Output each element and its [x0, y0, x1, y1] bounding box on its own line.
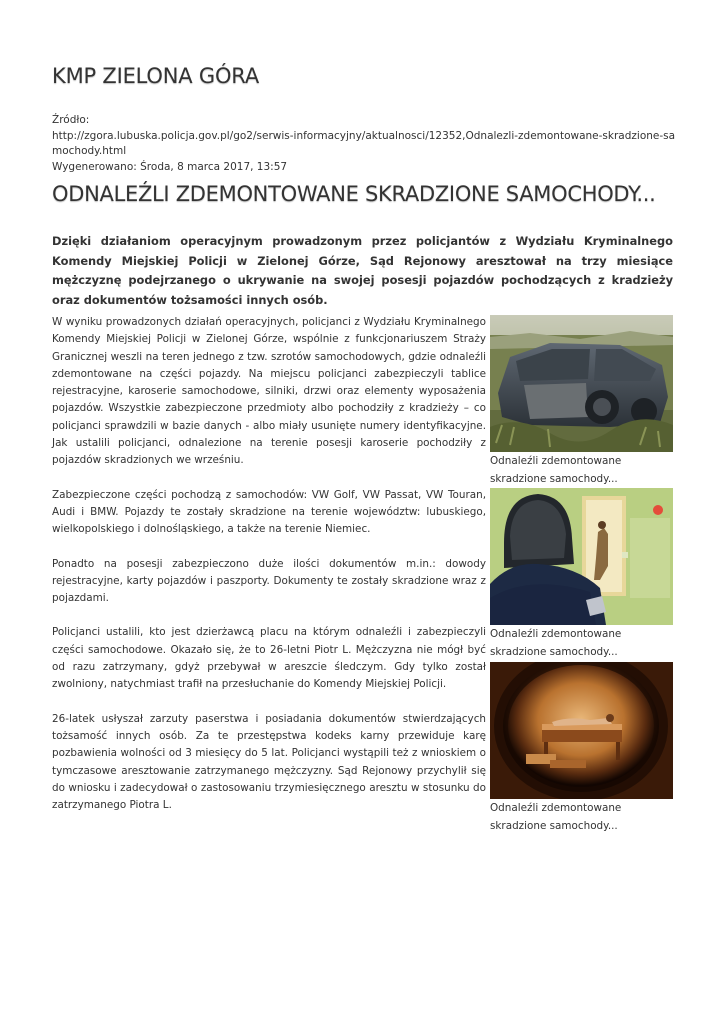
article-paragraph: Zabezpieczone części pochodzą z samochodów: VW Golf, VW Passat, VW Touran, Audi i BMW. Pojazdy te zostały skradzione na terenie województw: lubuskiego, wielkopolskiego i dolnośląskiego, a także na terenie Niemiec. — [52, 488, 486, 536]
figure-1 — [490, 315, 673, 488]
photo-police-officer[interactable] — [490, 488, 673, 625]
generated-date: Wygenerowano: Środa, 8 marca 2017, 13:57 — [52, 160, 288, 173]
figure-caption: Odnaleźli zdemontowane skradzione samochody... — [490, 628, 622, 658]
source-url[interactable]: http://zgora.lubuska.policja.gov.pl/go2/serwis-informacyjny/aktualnosci/12352,Odnalezli-zdemontowane-skradzione-samochody.html — [52, 129, 676, 157]
photo-peephole-view[interactable] — [490, 662, 673, 799]
article-lead: Dzięki działaniom operacyjnym prowadzonym przez policjantów z Wydziału Kryminalnego Komendy Miejskiej Policji w Zielonej Górze, Sąd Rejonowy aresztował na trzy miesiące mężczyznę podejrzanego o ukrywanie na swojej posesji pojazdów pochodzących z kradzieży oraz dokumentów tożsamości innych osób. — [52, 234, 673, 307]
figure-caption: Odnaleźli zdemontowane skradzione samochody... — [490, 802, 622, 832]
article-paragraph: W wyniku prowadzonych działań operacyjnych, policjanci z Wydziału Kryminalnego Komendy Miejskiej Policji w Zielonej Górze, wspólnie z funkcjonariuszem Straży Granicznej weszli na teren jednego z tzw. szrotów samochodowych, gdzie odnaleźli zdemontowane na części pojazdy. Na miejscu policjanci zabezpieczyli tablice rejestracyjne, karoserie samochodowe, silniki, drzwi oraz elementy wyposażenia pojazdów. Wszystkie zabezpieczone przedmioty albo pochodziły z kradzieży – co policjanci sprawdzili w bazie danych - albo miały usunięte numery identyfikacyjne. Jak ustalili policjanci, odnalezione na terenie posesji karoserie pochodziły z pojazdów skradzionych we wrześniu. — [52, 316, 486, 467]
site-title: KMP ZIELONA GÓRA — [52, 64, 260, 88]
figure-3 — [490, 662, 673, 835]
photo-stripped-car[interactable] — [490, 315, 673, 452]
article-title: ODNALEŹLI ZDEMONTOWANE SKRADZIONE SAMOCHODY... — [52, 182, 656, 206]
source-meta — [52, 113, 676, 175]
article-paragraph: Policjanci ustalili, kto jest dzierżawcą placu na którym odnaleźli i zabezpieczyli części samochodowe. Okazało się, że to 26-letni Piotr L. Mężczyzna nie mógł być od razu zatrzymany, gdyż przebywał w areszcie śledczym. Gdy tylko został zwolniony, natychmiast trafił na przesłuchanie do Komendy Miejskiej Policji. — [52, 626, 486, 691]
figure-2 — [490, 488, 673, 661]
figure-caption: Odnaleźli zdemontowane skradzione samochody... — [490, 455, 622, 485]
article-paragraph: Ponadto na posesji zabezpieczono duże ilości dokumentów m.in.: dowody rejestracyjne, karty pojazdów i paszporty. Dokumenty te zostały skradzione wraz z pojazdami. — [52, 557, 486, 605]
source-label: Źródło: — [52, 114, 90, 126]
article-body — [52, 314, 486, 831]
article-paragraph: 26-latek usłyszał zarzuty paserstwa i posiadania dokumentów stwierdzających tożsamość innych osób. Za te przestępstwa kodeks karny przewiduje karę pozbawienia wolności od 3 miesięcy do 5 lat. Policjanci wystąpili też z wnioskiem o tymczasowe aresztowanie zatrzymanego mężczyzny. Sąd Rejonowy przychylił się do wniosku i zadecydował o zastosowaniu trzymiesięcznego aresztu w stosunku do zatrzymanego Piotra L. — [52, 712, 486, 812]
